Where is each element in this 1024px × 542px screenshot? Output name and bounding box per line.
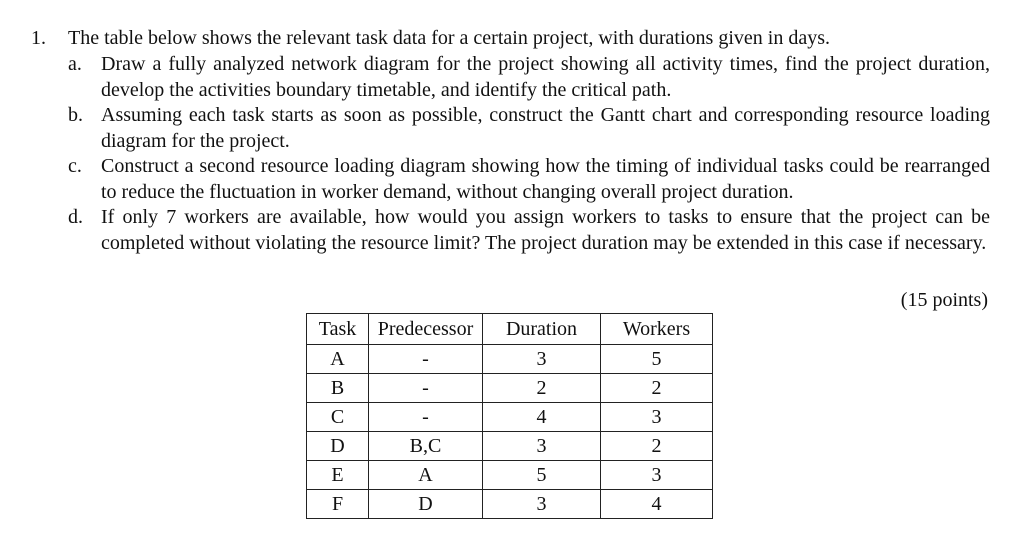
cell-task: E — [307, 461, 369, 490]
cell-task: A — [307, 345, 369, 374]
cell-predecessor: A — [369, 461, 483, 490]
table-row — [307, 490, 713, 519]
cell-task: F — [307, 490, 369, 519]
part-text: If only 7 workers are available, how would you assign workers to tasks to ensure that the project can be completed without violating the resource limit? The project duration may be extended in this case if necessary. — [101, 206, 990, 254]
part-text: Construct a second resource loading diagram showing how the timing of individual tasks could be rearranged to reduce the fluctuation in worker demand, without changing overall project duration. — [101, 155, 990, 203]
points-label: (15 points) — [900, 289, 988, 311]
cell-workers: 3 — [601, 461, 713, 490]
cell-workers: 5 — [601, 345, 713, 374]
cell-duration: 3 — [483, 345, 601, 374]
cell-task: D — [307, 432, 369, 461]
cell-predecessor: - — [369, 403, 483, 432]
cell-predecessor: D — [369, 490, 483, 519]
part-letter: a. — [68, 53, 82, 75]
cell-duration: 4 — [483, 403, 601, 432]
question-part-b — [68, 103, 990, 154]
question-part-d — [68, 205, 990, 256]
cell-duration: 3 — [483, 432, 601, 461]
question-parts — [68, 52, 990, 256]
cell-predecessor: - — [369, 374, 483, 403]
part-text: Assuming each task starts as soon as possible, construct the Gantt chart and corresponding resource loading diagram for the project. — [101, 104, 990, 152]
table-row — [307, 403, 713, 432]
question-intro: The table below shows the relevant task data for a certain project, with durations given in days. — [68, 27, 830, 49]
cell-duration: 3 — [483, 490, 601, 519]
cell-predecessor: - — [369, 345, 483, 374]
header-workers: Workers — [601, 314, 713, 345]
question-part-c — [68, 154, 990, 205]
header-task: Task — [307, 314, 369, 345]
task-table — [306, 313, 713, 519]
cell-predecessor: B,C — [369, 432, 483, 461]
cell-duration: 5 — [483, 461, 601, 490]
cell-duration: 2 — [483, 374, 601, 403]
table-row — [307, 432, 713, 461]
header-duration: Duration — [483, 314, 601, 345]
part-letter: d. — [68, 206, 83, 228]
table-row — [307, 345, 713, 374]
cell-workers: 4 — [601, 490, 713, 519]
table-row — [307, 461, 713, 490]
part-text: Draw a fully analyzed network diagram for the project showing all activity times, find the project duration, develop the activities boundary timetable, and identify the critical path. — [101, 53, 990, 101]
question-number: 1. — [31, 27, 46, 49]
part-letter: c. — [68, 155, 82, 177]
cell-workers: 3 — [601, 403, 713, 432]
part-letter: b. — [68, 104, 83, 126]
cell-task: C — [307, 403, 369, 432]
table-row — [307, 374, 713, 403]
cell-workers: 2 — [601, 374, 713, 403]
cell-task: B — [307, 374, 369, 403]
table-header-row — [307, 314, 713, 345]
cell-workers: 2 — [601, 432, 713, 461]
header-predecessor: Predecessor — [369, 314, 483, 345]
question-part-a — [68, 52, 990, 103]
